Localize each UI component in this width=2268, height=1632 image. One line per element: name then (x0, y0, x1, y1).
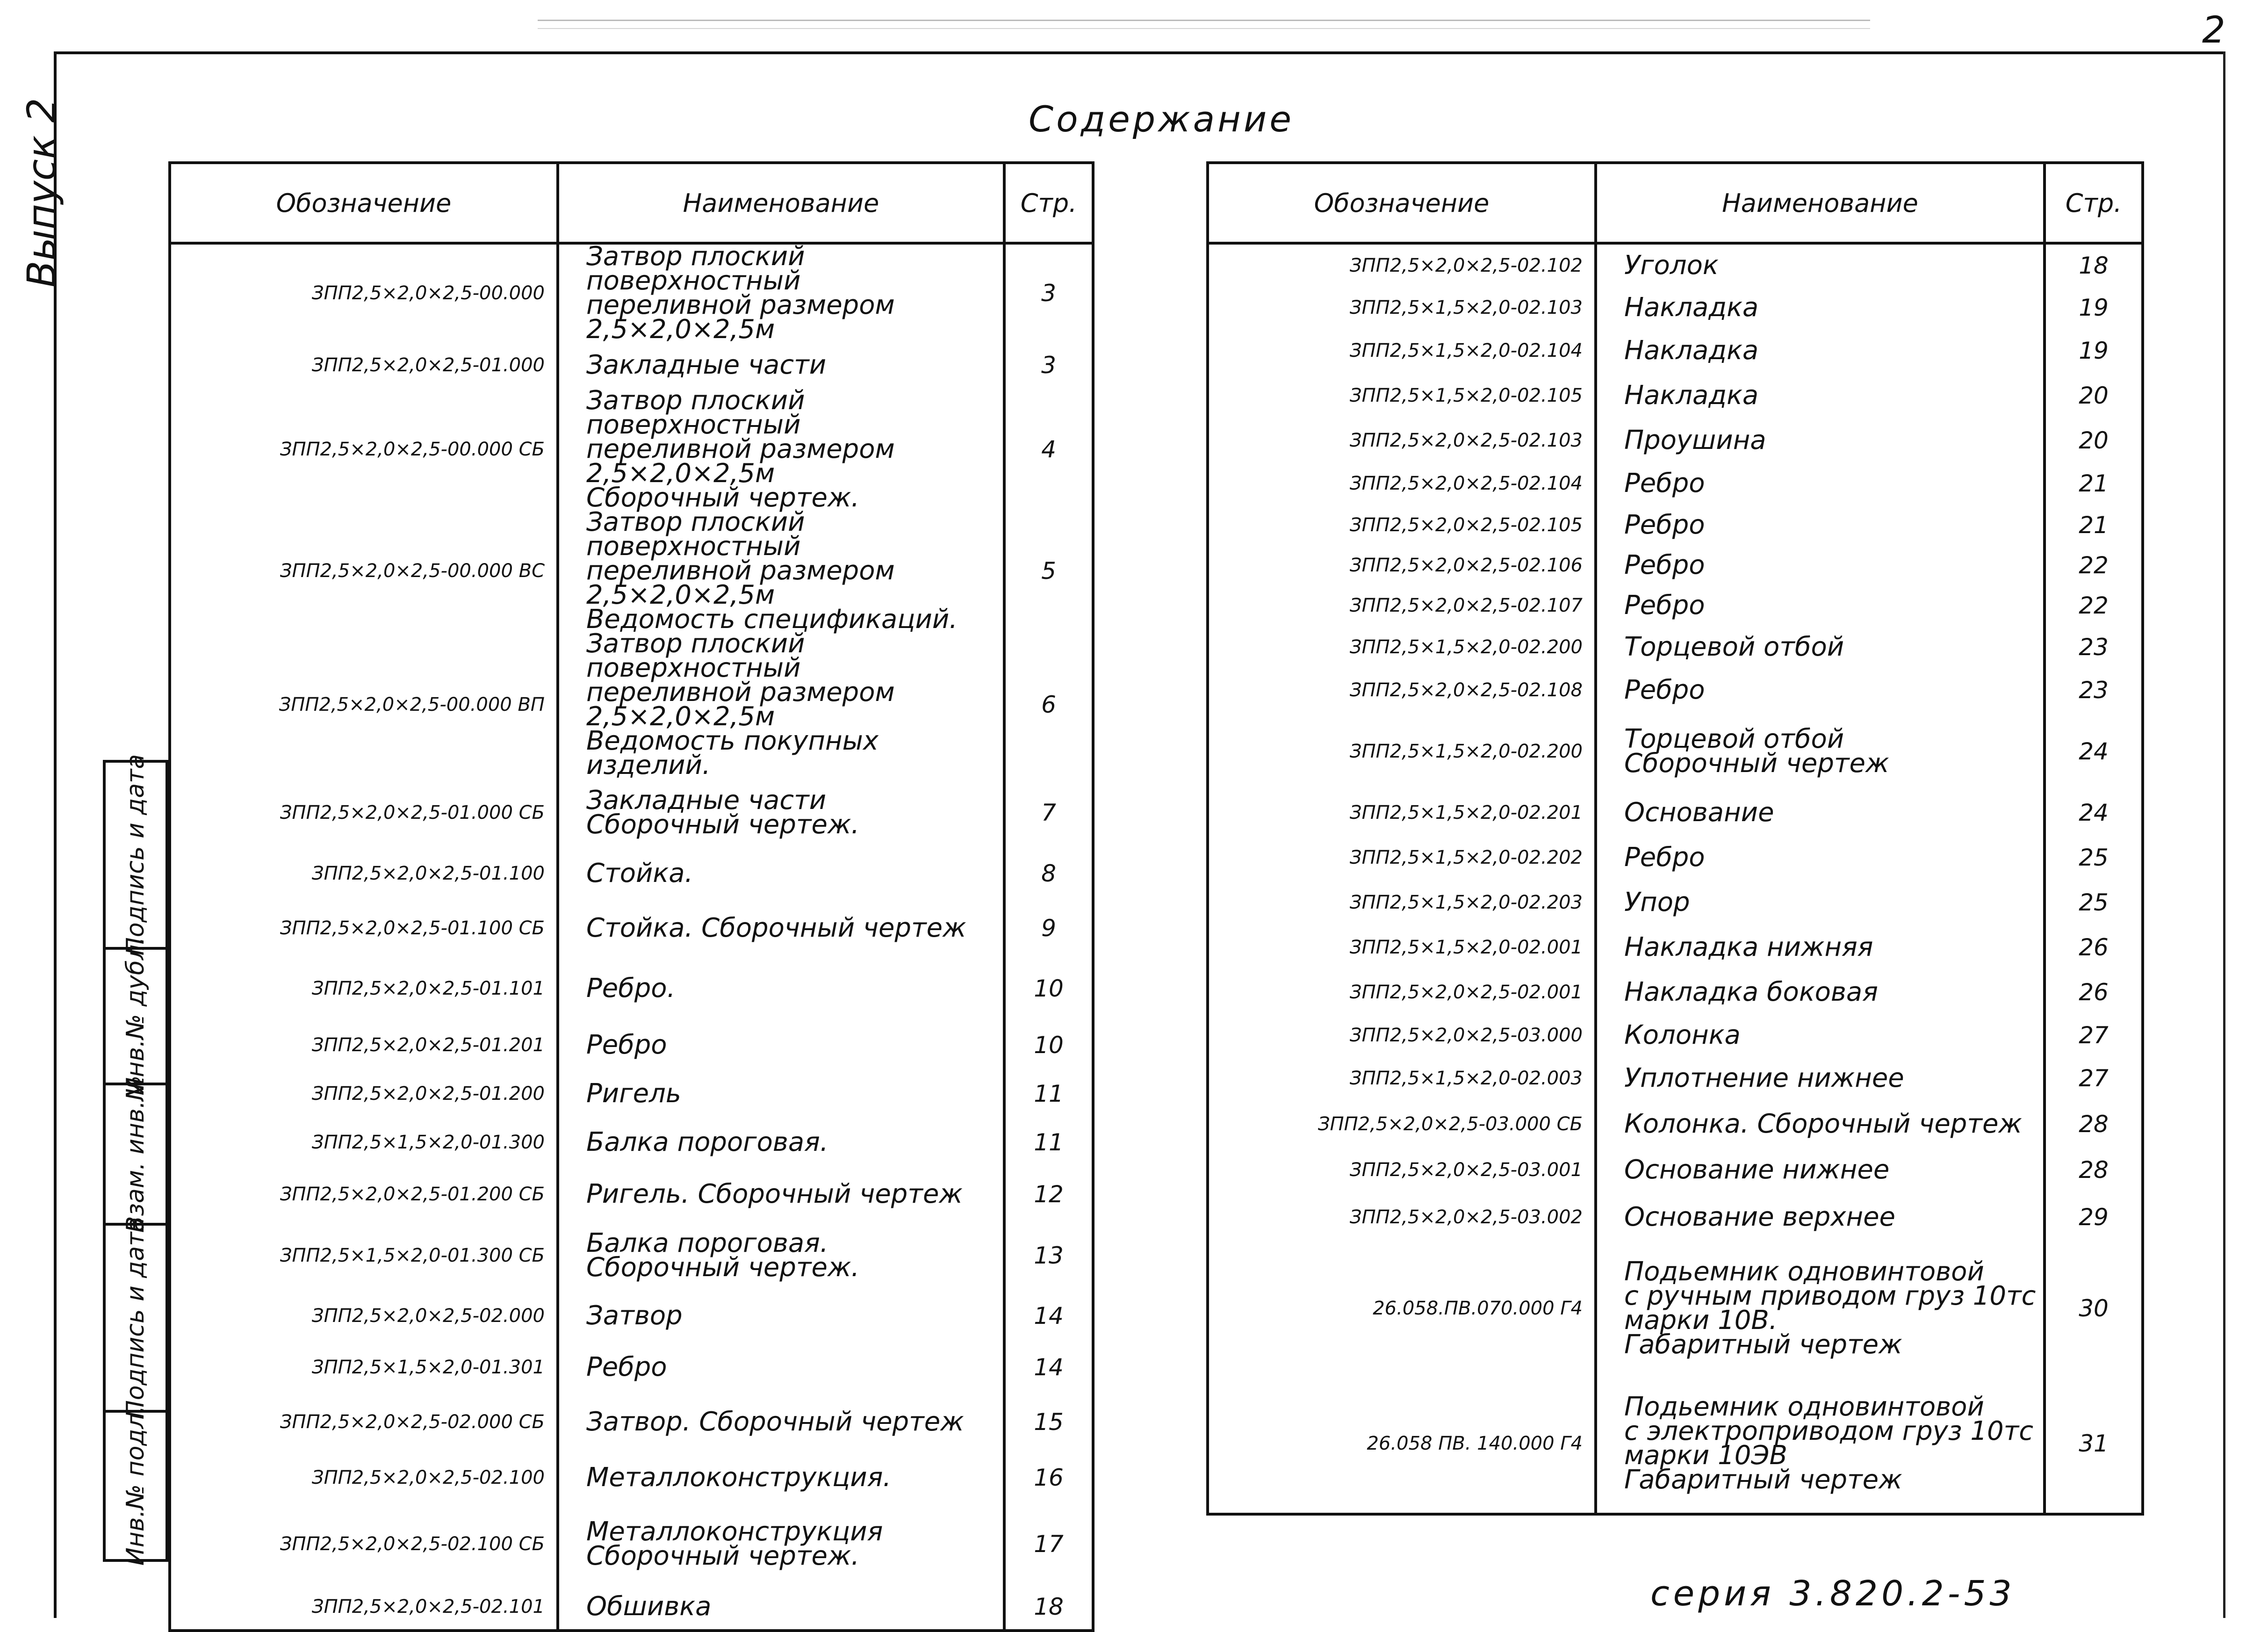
table-row (1208, 505, 2143, 545)
page-cell: 15 (1004, 1393, 1093, 1451)
name-cell: Колонка (1596, 1014, 2045, 1057)
designation-cell: ЗПП2,5×2,0×2,5-03.000 (1208, 1014, 1596, 1057)
page-cell: 3 (1004, 243, 1093, 342)
table-row (1208, 545, 2143, 585)
table-row (1208, 971, 2143, 1014)
page-title: Содержание (1029, 98, 1294, 140)
name-cell: Затвор (558, 1290, 1004, 1342)
designation-cell: ЗПП2,5×2,0×2,5-00.000 (170, 243, 558, 342)
name-cell: Затвор плоский поверхностный переливной размером 2,5×2,0×2,5м Сборочный чертеж. (558, 389, 1004, 510)
page-cell: 10 (1004, 1020, 1093, 1070)
stamp-cell (106, 754, 166, 956)
stamp-cell (106, 937, 166, 1096)
page-cell: 12 (1004, 1168, 1093, 1221)
page-cell: 26 (2045, 971, 2143, 1014)
table-row (1208, 462, 2143, 505)
name-cell: Основание (1596, 791, 2045, 834)
page-cell: 18 (2045, 243, 2143, 286)
name-cell: Закладные части (558, 342, 1004, 389)
stamp-cell (106, 1217, 166, 1419)
designation-cell: ЗПП2,5×1,5×2,0-02.200 (1208, 626, 1596, 669)
page-cell: 9 (1004, 899, 1093, 957)
top-rule-secondary (538, 28, 1870, 29)
name-cell: Затвор плоский поверхностный переливной размером 2,5×2,0×2,5м Ведомость покупных изделий. (558, 632, 1004, 778)
name-cell: Накладка (1596, 329, 2045, 372)
page-cell: 27 (2045, 1057, 2143, 1100)
name-cell: Торцевой отбой (1596, 626, 2045, 669)
designation-cell: ЗПП2,5×2,0×2,5-01.101 (170, 957, 558, 1020)
page-cell: 23 (2045, 626, 2143, 669)
name-cell: Ригель (558, 1070, 1004, 1117)
table-row (1208, 834, 2143, 881)
column-header-page: Стр. (2045, 163, 2143, 243)
designation-cell: ЗПП2,5×1,5×2,0-02.105 (1208, 372, 1596, 419)
name-cell: Ребро (558, 1342, 1004, 1393)
page-cell: 20 (2045, 419, 2143, 462)
table-row (170, 1070, 1093, 1117)
name-cell: Проушина (1596, 419, 2045, 462)
stamp-label: Подпись и дата (122, 1217, 150, 1419)
contents-table-left (168, 161, 1094, 1632)
table-row (1208, 329, 2143, 372)
name-cell: Ребро (1596, 834, 2045, 881)
designation-cell: ЗПП2,5×2,0×2,5-00.000 ВП (170, 632, 558, 778)
table-row (1208, 669, 2143, 712)
stamp-cell (106, 1405, 166, 1566)
page-cell: 16 (1004, 1451, 1093, 1504)
designation-cell: ЗПП2,5×2,0×2,5-02.100 СБ (170, 1504, 558, 1584)
page-cell: 24 (2045, 791, 2143, 834)
designation-cell: ЗПП2,5×1,5×2,0-02.200 (1208, 712, 1596, 791)
table-row (170, 1451, 1093, 1504)
table-row (1208, 626, 2143, 669)
designation-cell: ЗПП2,5×2,0×2,5-03.002 (1208, 1192, 1596, 1243)
page-cell: 13 (1004, 1221, 1093, 1290)
column-header-designation: Обозначение (1208, 163, 1596, 243)
name-cell: Балка пороговая. Сборочный чертеж. (558, 1221, 1004, 1290)
contents-body-left (170, 243, 1093, 1631)
table-row (1208, 791, 2143, 834)
column-header-designation: Обозначение (170, 163, 558, 243)
table-row (170, 1584, 1093, 1631)
side-stamp (103, 754, 168, 1566)
table-row (170, 1290, 1093, 1342)
name-cell: Затвор плоский поверхностный переливной размером 2,5×2,0×2,5м Ведомость спецификаций. (558, 510, 1004, 632)
name-cell: Ребро (1596, 585, 2045, 626)
designation-cell: ЗПП2,5×2,0×2,5-01.000 СБ (170, 778, 558, 848)
table-row (1208, 1374, 2143, 1514)
series-label: серия 3.820.2-53 (1650, 1574, 2016, 1614)
page-cell: 5 (1004, 510, 1093, 632)
page-cell: 19 (2045, 329, 2143, 372)
stamp-label: Инв.№ подл. (122, 1405, 150, 1566)
table-row (170, 1020, 1093, 1070)
page-cell: 3 (1004, 342, 1093, 389)
name-cell: Закладные части Сборочный чертеж. (558, 778, 1004, 848)
name-cell: Уголок (1596, 243, 2045, 286)
designation-cell: ЗПП2,5×2,0×2,5-02.000 (170, 1290, 558, 1342)
page-cell: 31 (2045, 1374, 2143, 1514)
designation-cell: 26.058 ПВ. 140.000 Г4 (1208, 1374, 1596, 1514)
stamp-cell (106, 1075, 166, 1233)
name-cell: Подьемник одновинтовой с электроприводом груз 10тс марки 10ЭВ Габаритный чертеж (1596, 1374, 2045, 1514)
table-row (170, 1393, 1093, 1451)
designation-cell: ЗПП2,5×1,5×2,0-02.001 (1208, 924, 1596, 971)
designation-cell: ЗПП2,5×2,0×2,5-01.100 СБ (170, 899, 558, 957)
designation-cell: ЗПП2,5×2,0×2,5-02.106 (1208, 545, 1596, 585)
table-row (170, 1221, 1093, 1290)
table-row (1208, 585, 2143, 626)
name-cell: Торцевой отбой Сборочный чертеж (1596, 712, 2045, 791)
contents-table-right (1206, 161, 2144, 1516)
name-cell: Уплотнение нижнее (1596, 1057, 2045, 1100)
designation-cell: ЗПП2,5×2,0×2,5-02.001 (1208, 971, 1596, 1014)
designation-cell: ЗПП2,5×2,0×2,5-03.001 (1208, 1148, 1596, 1192)
stamp-label: Взам. инв.№ (122, 1075, 150, 1233)
name-cell: Стойка. Сборочный чертеж (558, 899, 1004, 957)
designation-cell: ЗПП2,5×2,0×2,5-00.000 ВС (170, 510, 558, 632)
name-cell: Затвор плоский поверхностный переливной размером 2,5×2,0×2,5м (558, 243, 1004, 342)
page-cell: 14 (1004, 1342, 1093, 1393)
page-cell: 23 (2045, 669, 2143, 712)
page-cell: 25 (2045, 834, 2143, 881)
table-row (170, 1168, 1093, 1221)
name-cell: Ребро (558, 1020, 1004, 1070)
name-cell: Ребро (1596, 505, 2045, 545)
stamp-label: Инв.№ дубл. (122, 937, 150, 1096)
page-cell: 26 (2045, 924, 2143, 971)
name-cell: Металлоконструкция. (558, 1451, 1004, 1504)
designation-cell: ЗПП2,5×2,0×2,5-02.107 (1208, 585, 1596, 626)
stamp-label: Подпись и дата (122, 754, 150, 956)
table-row (1208, 1243, 2143, 1374)
designation-cell: ЗПП2,5×2,0×2,5-01.200 (170, 1070, 558, 1117)
designation-cell: ЗПП2,5×1,5×2,0-01.300 (170, 1117, 558, 1168)
name-cell: Ребро (1596, 462, 2045, 505)
table-row (170, 899, 1093, 957)
table-row (1208, 924, 2143, 971)
page-cell: 30 (2045, 1243, 2143, 1374)
table-row (1208, 881, 2143, 924)
table-row (170, 342, 1093, 389)
page-cell: 29 (2045, 1192, 2143, 1243)
table-row (170, 1117, 1093, 1168)
designation-cell: ЗПП2,5×2,0×2,5-02.101 (170, 1584, 558, 1631)
page-cell: 27 (2045, 1014, 2143, 1057)
column-header-page: Стр. (1004, 163, 1093, 243)
issue-label: Выпуск 2 (19, 98, 65, 288)
page-cell: 14 (1004, 1290, 1093, 1342)
table-row (1208, 1148, 2143, 1192)
table-row (170, 510, 1093, 632)
table-row (170, 389, 1093, 510)
designation-cell: ЗПП2,5×1,5×2,0-02.104 (1208, 329, 1596, 372)
table-row (1208, 286, 2143, 329)
designation-cell: ЗПП2,5×2,0×2,5-00.000 СБ (170, 389, 558, 510)
table-row (170, 957, 1093, 1020)
table-row (1208, 372, 2143, 419)
frame-right-edge (2223, 51, 2225, 1618)
designation-cell: ЗПП2,5×1,5×2,0-01.301 (170, 1342, 558, 1393)
page-cell: 7 (1004, 778, 1093, 848)
designation-cell: 26.058.ПВ.070.000 Г4 (1208, 1243, 1596, 1374)
page-cell: 8 (1004, 848, 1093, 899)
table-row (170, 848, 1093, 899)
designation-cell: ЗПП2,5×2,0×2,5-02.108 (1208, 669, 1596, 712)
page-cell: 28 (2045, 1100, 2143, 1148)
designation-cell: ЗПП2,5×2,0×2,5-02.100 (170, 1451, 558, 1504)
designation-cell: ЗПП2,5×2,0×2,5-01.200 СБ (170, 1168, 558, 1221)
page-cell: 20 (2045, 372, 2143, 419)
page-cell: 18 (1004, 1584, 1093, 1631)
name-cell: Основание нижнее (1596, 1148, 2045, 1192)
page-cell: 11 (1004, 1117, 1093, 1168)
name-cell: Накладка боковая (1596, 971, 2045, 1014)
name-cell: Ригель. Сборочный чертеж (558, 1168, 1004, 1221)
page-cell: 19 (2045, 286, 2143, 329)
table-row (170, 778, 1093, 848)
table-row (170, 1342, 1093, 1393)
designation-cell: ЗПП2,5×2,0×2,5-03.000 СБ (1208, 1100, 1596, 1148)
table-row (1208, 419, 2143, 462)
page-cell: 6 (1004, 632, 1093, 778)
name-cell: Основание верхнее (1596, 1192, 2045, 1243)
name-cell: Подьемник одновинтовой с ручным приводом груз 10тс марки 10В. Габаритный чертеж (1596, 1243, 2045, 1374)
name-cell: Балка пороговая. (558, 1117, 1004, 1168)
page-cell: 22 (2045, 585, 2143, 626)
designation-cell: ЗПП2,5×1,5×2,0-02.201 (1208, 791, 1596, 834)
name-cell: Затвор. Сборочный чертеж (558, 1393, 1004, 1451)
designation-cell: ЗПП2,5×1,5×2,0-02.103 (1208, 286, 1596, 329)
name-cell: Накладка (1596, 286, 2045, 329)
name-cell: Металлоконструкция Сборочный чертеж. (558, 1504, 1004, 1584)
table-row (170, 632, 1093, 778)
designation-cell: ЗПП2,5×2,0×2,5-01.201 (170, 1020, 558, 1070)
designation-cell: ЗПП2,5×2,0×2,5-01.100 (170, 848, 558, 899)
name-cell: Ребро (1596, 545, 2045, 585)
table-row (1208, 243, 2143, 286)
designation-cell: ЗПП2,5×1,5×2,0-02.003 (1208, 1057, 1596, 1100)
table-row (1208, 1014, 2143, 1057)
table-row (1208, 1192, 2143, 1243)
page-cell: 25 (2045, 881, 2143, 924)
table-row (1208, 712, 2143, 791)
column-header-name: Наименование (558, 163, 1004, 243)
table-row (1208, 1057, 2143, 1100)
sheet-number: 2 (2202, 9, 2225, 51)
page-cell: 22 (2045, 545, 2143, 585)
name-cell: Ребро (1596, 669, 2045, 712)
page-cell: 4 (1004, 389, 1093, 510)
designation-cell: ЗПП2,5×2,0×2,5-02.104 (1208, 462, 1596, 505)
page-cell: 21 (2045, 462, 2143, 505)
page-cell: 10 (1004, 957, 1093, 1020)
page-cell: 11 (1004, 1070, 1093, 1117)
name-cell: Накладка нижняя (1596, 924, 2045, 971)
column-header-name: Наименование (1596, 163, 2045, 243)
designation-cell: ЗПП2,5×1,5×2,0-01.300 СБ (170, 1221, 558, 1290)
table-row (1208, 1100, 2143, 1148)
name-cell: Колонка. Сборочный чертеж (1596, 1100, 2045, 1148)
designation-cell: ЗПП2,5×1,5×2,0-02.203 (1208, 881, 1596, 924)
table-row (170, 243, 1093, 342)
name-cell: Упор (1596, 881, 2045, 924)
name-cell: Обшивка (558, 1584, 1004, 1631)
page-cell: 17 (1004, 1504, 1093, 1584)
top-rule (538, 20, 1870, 21)
designation-cell: ЗПП2,5×2,0×2,5-02.000 СБ (170, 1393, 558, 1451)
page-cell: 28 (2045, 1148, 2143, 1192)
page-cell: 24 (2045, 712, 2143, 791)
designation-cell: ЗПП2,5×2,0×2,5-02.105 (1208, 505, 1596, 545)
name-cell: Ребро. (558, 957, 1004, 1020)
name-cell: Накладка (1596, 372, 2045, 419)
name-cell: Стойка. (558, 848, 1004, 899)
designation-cell: ЗПП2,5×2,0×2,5-02.103 (1208, 419, 1596, 462)
designation-cell: ЗПП2,5×2,0×2,5-01.000 (170, 342, 558, 389)
page-cell: 21 (2045, 505, 2143, 545)
contents-body-right (1208, 243, 2143, 1514)
designation-cell: ЗПП2,5×2,0×2,5-02.102 (1208, 243, 1596, 286)
designation-cell: ЗПП2,5×1,5×2,0-02.202 (1208, 834, 1596, 881)
table-row (170, 1504, 1093, 1584)
